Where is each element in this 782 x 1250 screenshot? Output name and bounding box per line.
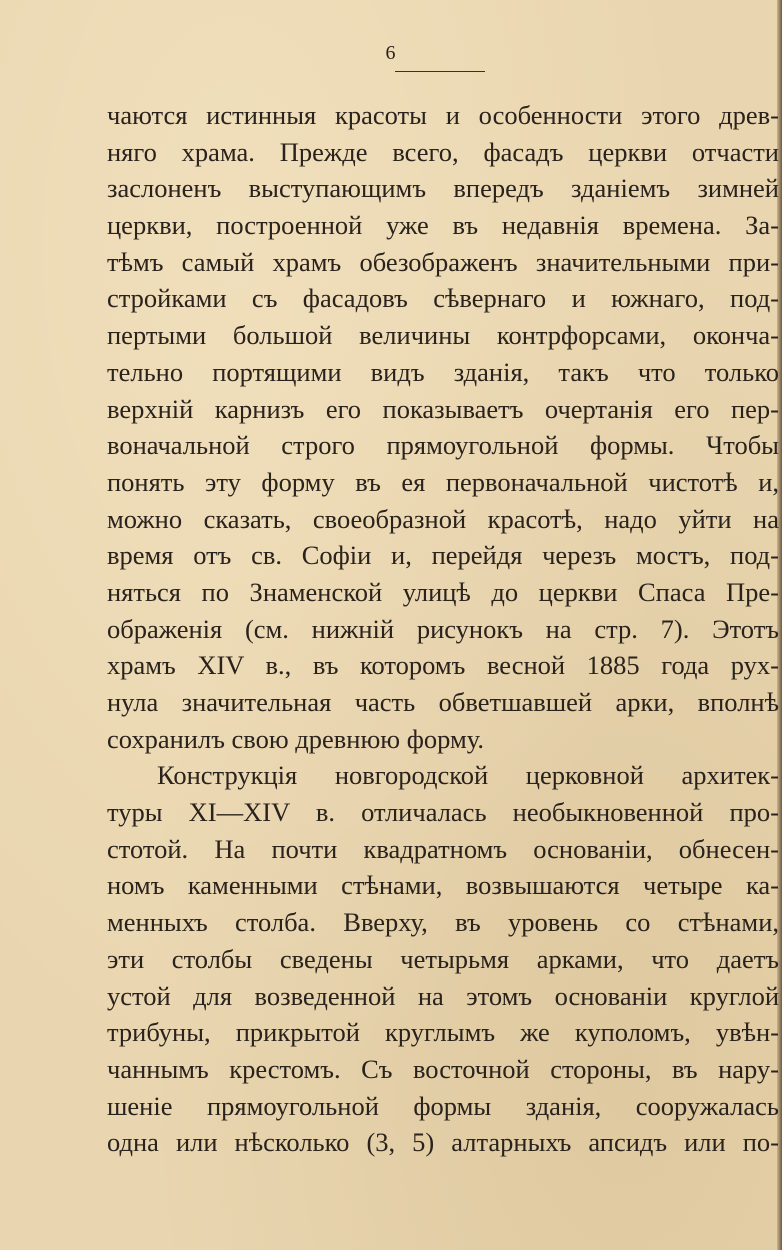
text-line: сохранилъ свою древнюю форму. bbox=[107, 723, 484, 754]
text-line: чаннымъ крестомъ. Съ восточной стороны, въ нару- bbox=[107, 1053, 779, 1084]
text-line: менныхъ столба. Вверху, въ уровень со стѣнами, bbox=[107, 907, 779, 938]
text-line: храмъ XIV в., въ которомъ весной 1885 года рух- bbox=[107, 650, 779, 681]
text-line: время отъ св. Софіи и, перейдя черезъ мостъ, под- bbox=[107, 540, 779, 571]
text-line: трибуны, прикрытой круглымъ же куполомъ, увѣн- bbox=[107, 1017, 779, 1048]
text-line: понять эту форму въ ея первоначальной чистотѣ и, bbox=[107, 466, 779, 497]
text-line: пертыми большой величины контрфорсами, оконча- bbox=[107, 320, 779, 351]
text-line: тѣмъ самый храмъ обезображенъ значительными при- bbox=[107, 246, 779, 277]
text-line: шеніе прямоугольной формы зданія, сооружалась bbox=[107, 1090, 779, 1121]
text-line: стройками съ фасадовъ сѣвернаго и южнаго, под- bbox=[107, 283, 779, 314]
text-line: тельно портящими видъ зданія, такъ что только bbox=[107, 356, 779, 387]
page-number: 6 bbox=[385, 42, 397, 64]
text-line: верхній карнизъ его показываетъ очертанія его пер- bbox=[107, 393, 779, 424]
text-line: церкви, построенной уже въ недавнія времена. За- bbox=[107, 210, 779, 241]
header-rule bbox=[395, 71, 485, 72]
text-line: эти столбы сведены четырьмя арками, что даетъ bbox=[107, 943, 779, 974]
text-line: воначальной строго прямоугольной формы. Чтобы bbox=[107, 430, 779, 461]
text-line: ображенія (см. нижній рисунокъ на стр. 7). Этотъ bbox=[107, 613, 779, 644]
text-line: заслоненъ выступающимъ впередъ зданіемъ зимней bbox=[107, 173, 779, 204]
text-line: туры XI—XIV в. отличалась необыкновенной про- bbox=[107, 797, 779, 828]
body-text bbox=[107, 97, 779, 1161]
text-line: нула значительная часть обветшавшей арки, вполнѣ bbox=[107, 687, 779, 717]
text-line: няго храма. Прежде всего, фасадъ церкви отчасти bbox=[107, 136, 779, 167]
text-line: Конструкція новгородской церковной архитек- bbox=[157, 760, 779, 791]
text-line: устой для возведенной на этомъ основаніи круглой bbox=[107, 980, 779, 1011]
text-line: стотой. На почти квадратномъ основаніи, обнесен- bbox=[107, 833, 779, 864]
text-line: чаются истинныя красоты и особенности этого древ- bbox=[107, 100, 779, 130]
text-line: няться по Знаменской улицѣ до церкви Спаса Пре- bbox=[107, 576, 779, 607]
text-line: можно сказать, своеобразной красотѣ, надо уйти на bbox=[107, 503, 779, 534]
text-line: номъ каменными стѣнами, возвышаются четыре ка- bbox=[107, 870, 779, 901]
text-line: одна или нѣсколько (3, 5) алтарныхъ апсидъ или по- bbox=[107, 1127, 779, 1158]
